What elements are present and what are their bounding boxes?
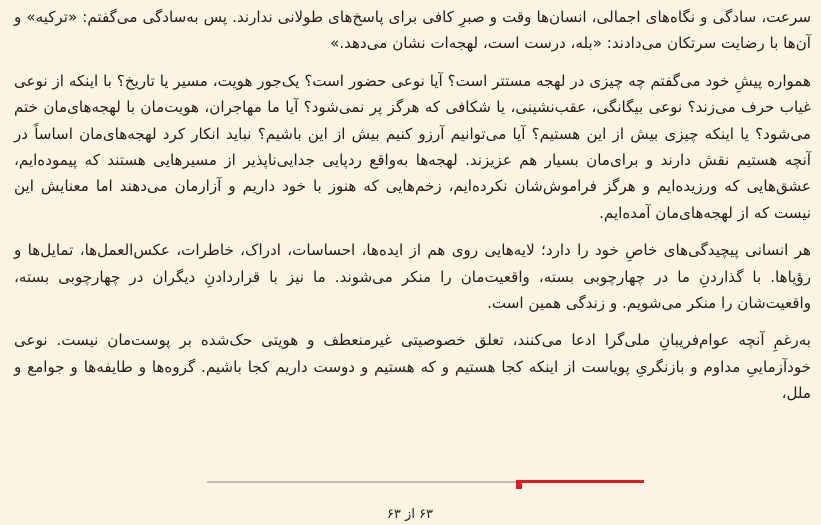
paragraph-3: هر انسانی پیچیدگی‌های خاصِ خود را دارد؛ لایه‌هایی روی هم از ایده‌ها، احساسات، ادراک، خاطرات، عکس‌العمل‌ها، تمایل‌ها و رؤیاها. با گذاردنِ ما در چهارچوبی بسته، واقعیت‌مان را منکر می‌شوند. ما نیز با قراردادنِ دیگران در چهارچوبی بسته، واقعیت‌شان را منکر می‌شویم. و زندگی همین است. — [14, 241, 811, 313]
progress-marker[interactable] — [516, 480, 522, 489]
paragraph-4: به‌رغمِ آنچه عوام‌فریبانِ ملی‌گرا ادعا می‌کنند، تعلق خصوصیتی غیرمنعطف و هویتی حک‌شده بر پوست‌مان نیست. نوعی خودآزماییِ مداوم و بازنگریِ پویاست از اینکه کجا هستیم و که هستیم و دوست داریم کجا باشیم. گروه‌ها و طایفه‌ها و جوامع و ملل، — [14, 331, 811, 403]
paragraph-1: سرعت، سادگی و نگاه‌های اجمالی، انسان‌ها وقت و صبرِ کافی برای پاسخ‌های طولانی ندارند. پس به‌سادگی می‌گفتم: «ترکیه» و آن‌ها با رضایت سرتکان می‌دادند: «بله، درست است، لهجه‌ات نشان می‌دهد.» — [14, 8, 811, 53]
paragraph-2: همواره پیشِ خود می‌گفتم چه چیزی در لهجه مستتر است؟ آیا نوعی حضور است؟ یک‌جور هویت، مسیر یا تاریخ؟ با اینکه از نوعی غیاب حرف می‌زند؟ نوعی بیگانگی، عقب‌نشینی، یا شکافی که هرگز پر نمی‌شود؟ آیا ما مهاجران، هویت‌مان با لهجه‌های‌مان ختم می‌شود؟ یا اینکه چیزی بیش از این هستیم؟ آیا می‌توانیم آرزو کنیم بیش از این باشیم؟ نباید انکار کرد لهجه‌های‌مان اساساً در آنچه هستیم نقش دارند و برای‌مان بسیار هم عزیزند. لهجه‌ها به‌واقع ردپایی جدایی‌ناپذیر از مسیرهایی هستند که پیموده‌ایم، عشق‌هایی که ورزیده‌ایم و هرگز فراموش‌شان نکرده‌ایم، زخم‌هایی که هنوز با خود داریم و آزارمان می‌دهند اما معنایش این نیست که از لهجه‌های‌مان آمده‌ایم. — [14, 71, 811, 222]
progress-fill — [517, 480, 644, 483]
reading-progress-bar[interactable] — [207, 477, 644, 491]
page-indicator: ۶۳ از ۶۳ — [386, 507, 434, 522]
article-text — [14, 4, 811, 418]
